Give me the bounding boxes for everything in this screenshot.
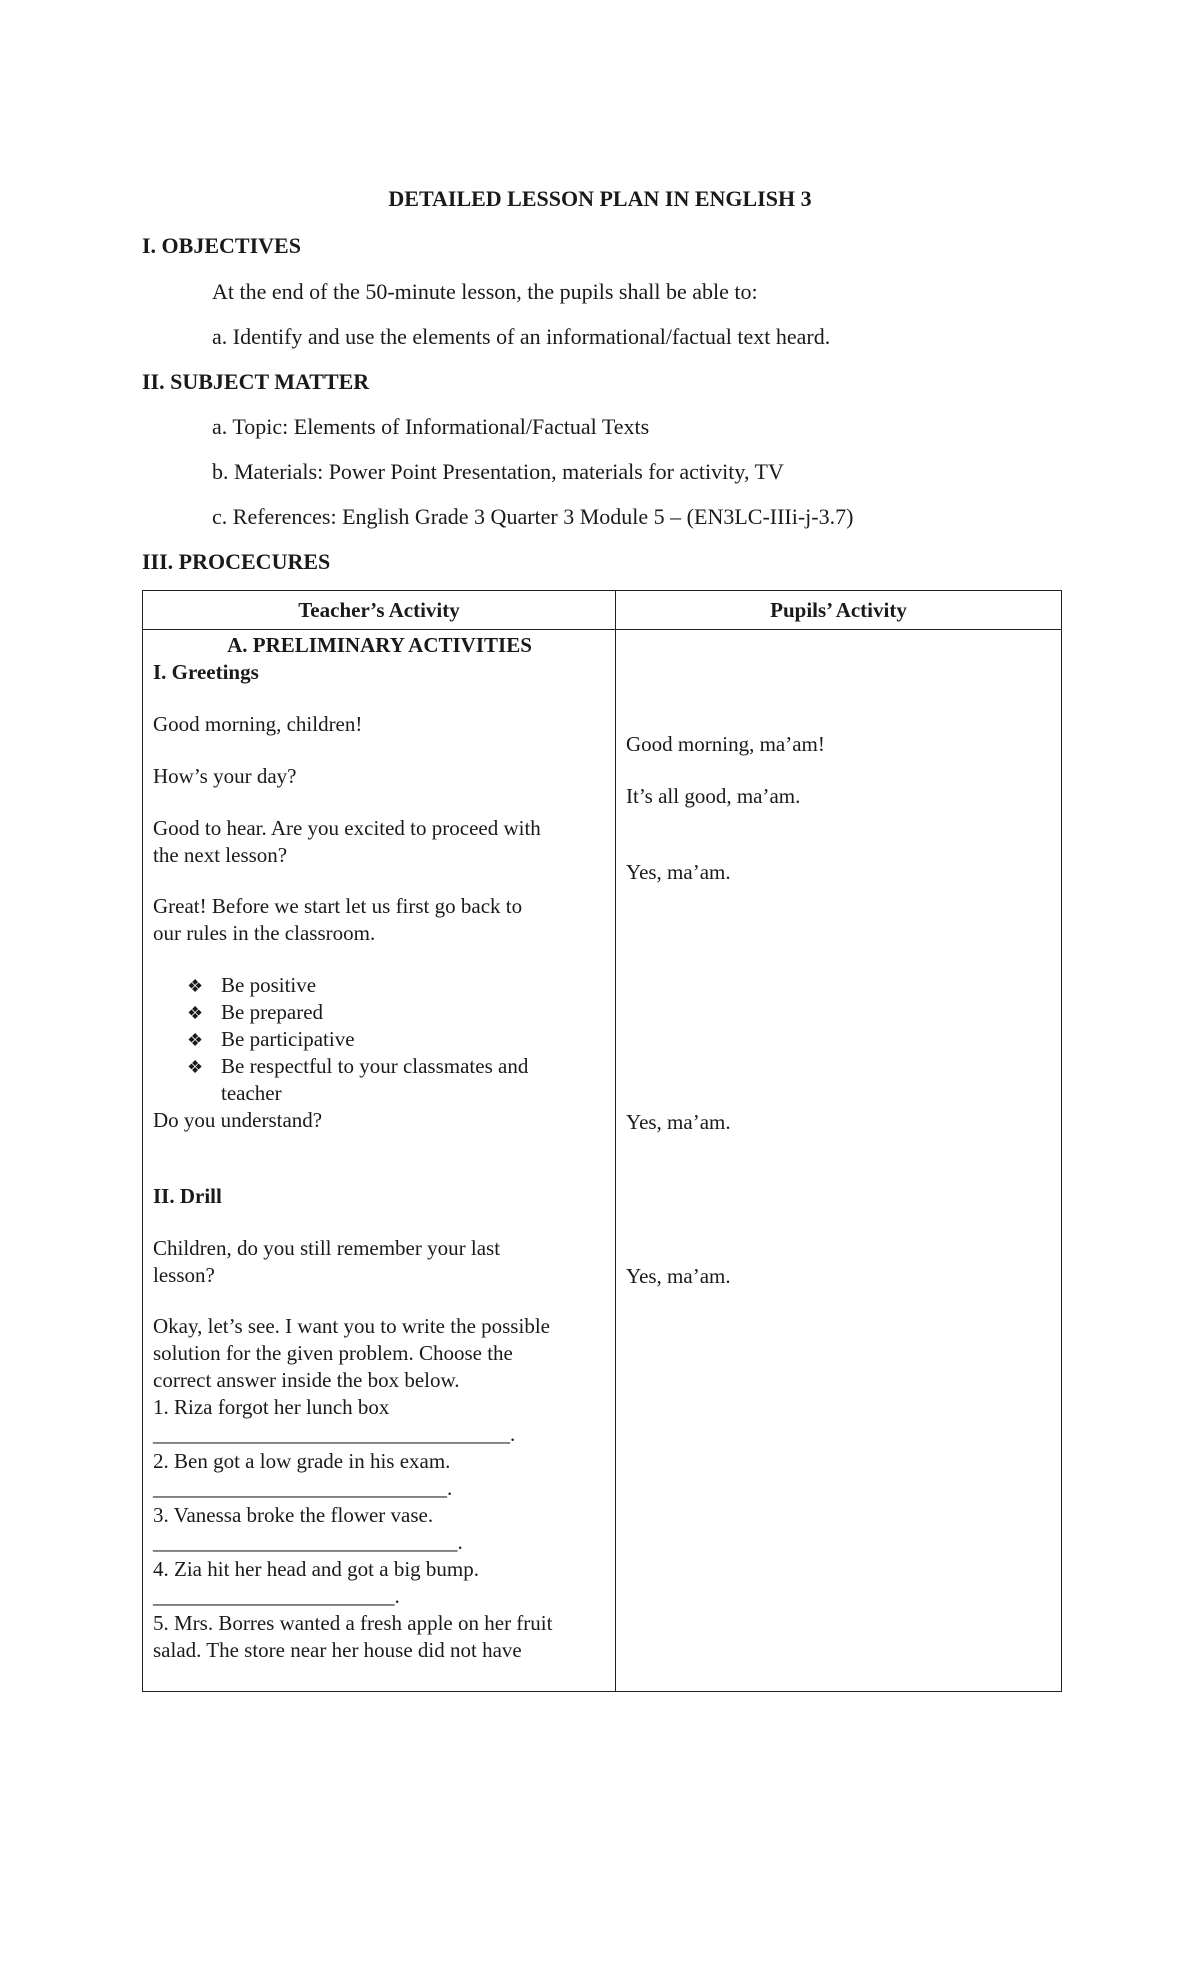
problem-item: 4. Zia hit her head and got a big bump. [153, 1557, 480, 1581]
greetings-heading: I. Greetings [153, 660, 259, 684]
teacher-okay-line1: Okay, let’s see. I want you to write the possible [153, 1314, 550, 1338]
pupil-good-morning: Good morning, ma’am! [626, 732, 825, 756]
table-row [143, 630, 1062, 1692]
teacher-good-to-hear-line1: Good to hear. Are you excited to proceed with [153, 816, 541, 840]
pupils-activity-cell [616, 630, 1062, 1692]
problem-item: 1. Riza forgot her lunch box [153, 1395, 390, 1419]
pupils-activity-header: Pupils’ Activity [616, 591, 1062, 630]
answer-blank: ____________________________. [153, 1476, 453, 1500]
drill-heading: II. Drill [153, 1184, 222, 1208]
list-item: ❖ Be prepared [187, 999, 323, 1027]
teacher-activity-header: Teacher’s Activity [143, 591, 616, 630]
objectives-heading: I. OBJECTIVES [142, 233, 301, 258]
diamond-bullet-icon: ❖ [187, 1057, 204, 1077]
pupil-all-good: It’s all good, ma’am. [626, 784, 801, 808]
procedures-heading: III. PROCECURES [142, 549, 331, 574]
subject-topic: a. Topic: Elements of Informational/Factual Texts [212, 414, 650, 439]
teacher-great-line1: Great! Before we start let us first go back to [153, 894, 523, 918]
teacher-good-to-hear-line2: the next lesson? [153, 843, 288, 867]
table-header-row [143, 591, 1062, 630]
problem-item: 3. Vanessa broke the flower vase. [153, 1503, 434, 1527]
pupil-yes-1: Yes, ma’am. [626, 860, 731, 884]
teacher-okay-line2: solution for the given problem. Choose the [153, 1341, 513, 1365]
list-item: ❖ Be respectful to your classmates and [187, 1053, 528, 1081]
subject-materials: b. Materials: Power Point Presentation, materials for activity, TV [212, 459, 784, 484]
preliminary-activities-title: A. PRELIMINARY ACTIVITIES [227, 633, 532, 657]
answer-blank: _______________________. [153, 1584, 400, 1608]
rule-continuation: teacher [221, 1081, 282, 1105]
answer-blank: _____________________________. [153, 1530, 463, 1554]
problem-item: 2. Ben got a low grade in his exam. [153, 1449, 451, 1473]
pupil-yes-2: Yes, ma’am. [626, 1110, 731, 1134]
diamond-bullet-icon: ❖ [187, 976, 204, 996]
objectives-intro: At the end of the 50-minute lesson, the pupils shall be able to: [212, 279, 758, 304]
pupil-yes-3: Yes, ma’am. [626, 1264, 731, 1288]
teacher-activity-cell [143, 630, 616, 1692]
activity-table [142, 590, 1062, 1692]
teacher-okay-line3: correct answer inside the box below. [153, 1368, 460, 1392]
objective-a: a. Identify and use the elements of an informational/factual text heard. [212, 324, 831, 349]
teacher-great-line2: our rules in the classroom. [153, 921, 376, 945]
problem-item-continuation: salad. The store near her house did not have [153, 1638, 522, 1662]
teacher-remember-line2: lesson? [153, 1263, 215, 1287]
subject-matter-heading: II. SUBJECT MATTER [142, 369, 370, 394]
diamond-bullet-icon: ❖ [187, 1030, 204, 1050]
answer-blank: __________________________________. [153, 1422, 516, 1446]
document-title: DETAILED LESSON PLAN IN ENGLISH 3 [388, 186, 812, 211]
teacher-remember-line1: Children, do you still remember your last [153, 1236, 501, 1260]
subject-references: c. References: English Grade 3 Quarter 3 Module 5 – (EN3LC-IIIi-j-3.7) [212, 504, 854, 529]
list-item: ❖ Be participative [187, 1026, 355, 1054]
teacher-understand: Do you understand? [153, 1108, 323, 1132]
teacher-hows-day: How’s your day? [153, 764, 297, 788]
diamond-bullet-icon: ❖ [187, 1003, 204, 1023]
teacher-good-morning: Good morning, children! [153, 712, 363, 736]
list-item: ❖ Be positive [187, 972, 316, 1000]
problem-item: 5. Mrs. Borres wanted a fresh apple on her fruit [153, 1611, 553, 1635]
